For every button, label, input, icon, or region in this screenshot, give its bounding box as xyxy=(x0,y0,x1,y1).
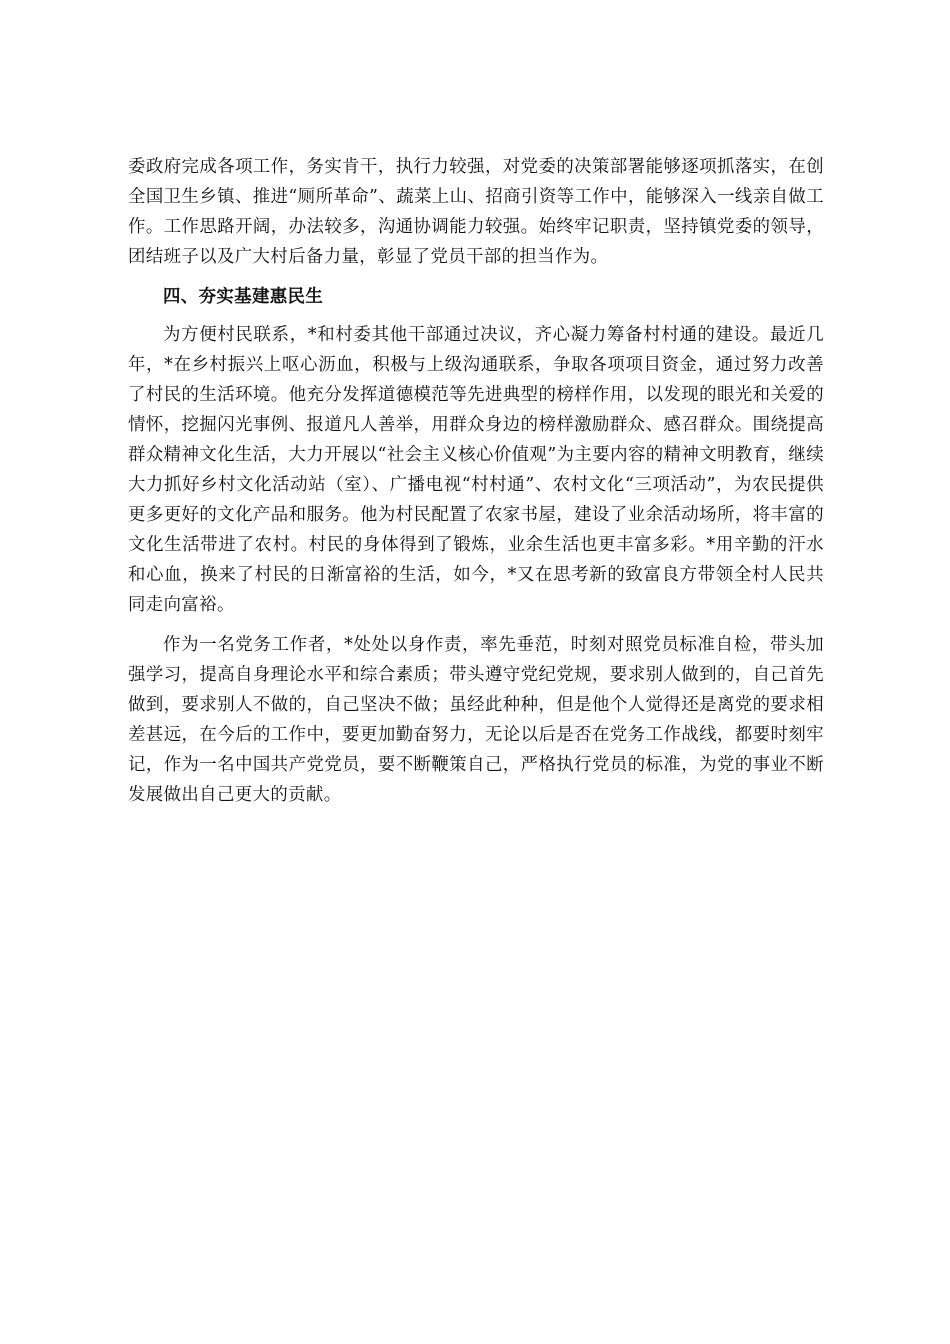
paragraph-party-worker: 作为一名党务工作者，*处处以身作责，率先垂范，时刻对照党员标准自检，带头加强学习，提高自身理论水平和综合素质；带头遵守党纪党规，要求别人做到的，自己首先做到，要求别人不做的，自己坚决不做；虽经此种种，但是他个人觉得还是离党的要求相差甚远，在今后的工作中，要更加勤奋努力，无论以后是否在党务工作战线，都要时刻牢记，作为一名中国共产党党员，要不断鞭策自己，严格执行党员的标准，为党的事业不断发展做出自己更大的贡献。 xyxy=(128,635,824,805)
paragraph-infrastructure: 为方便村民联系，*和村委其他干部通过决议，齐心凝力筹备村村通的建设。最近几年，*在乡村振兴上呕心沥血，积极与上级沟通联系，争取各项项目资金，通过努力改善了村民的生活环境。他充分发挥道德模范等先进典型的榜样作用，以发现的眼光和关爱的情怀，挖掘闪光事例、报道凡人善举，用群众身边的榜样激励群众、感召群众。围绕提高群众精神文化生活，大力开展以“社会主义核心价值观”为主要内容的精神文明教育，继续大力抓好乡村文化活动站（室）、广播电视“村村通”、农村文化“三项活动”，为农民提供更多更好的文化产品和服务。他为村民配置了农家书屋，建设了业余活动场所，将丰富的文化生活带进了农村。村民的身体得到了锻炼，业余生活也更丰富多彩。*用辛勤的汗水和心血，换来了村民的日渐富裕的生活，如今，*又在思考新的致富良方带领全村人民共同走向富裕。 xyxy=(128,325,824,615)
document-body xyxy=(128,152,824,810)
section-heading: 四、夯实基建惠民生 xyxy=(163,287,324,307)
paragraph-continued: 委政府完成各项工作，务实肯干，执行力较强，对党委的决策部署能够逐项抓落实，在创全国卫生乡镇、推进“厕所革命”、蔬菜上山、招商引资等工作中，能够深入一线亲自做工作。工作思路开阔，办法较多，沟通协调能力较强。始终牢记职责，坚持镇党委的领导，团结班子以及广大村后备力量，彰显了党员干部的担当作为。 xyxy=(128,157,824,267)
